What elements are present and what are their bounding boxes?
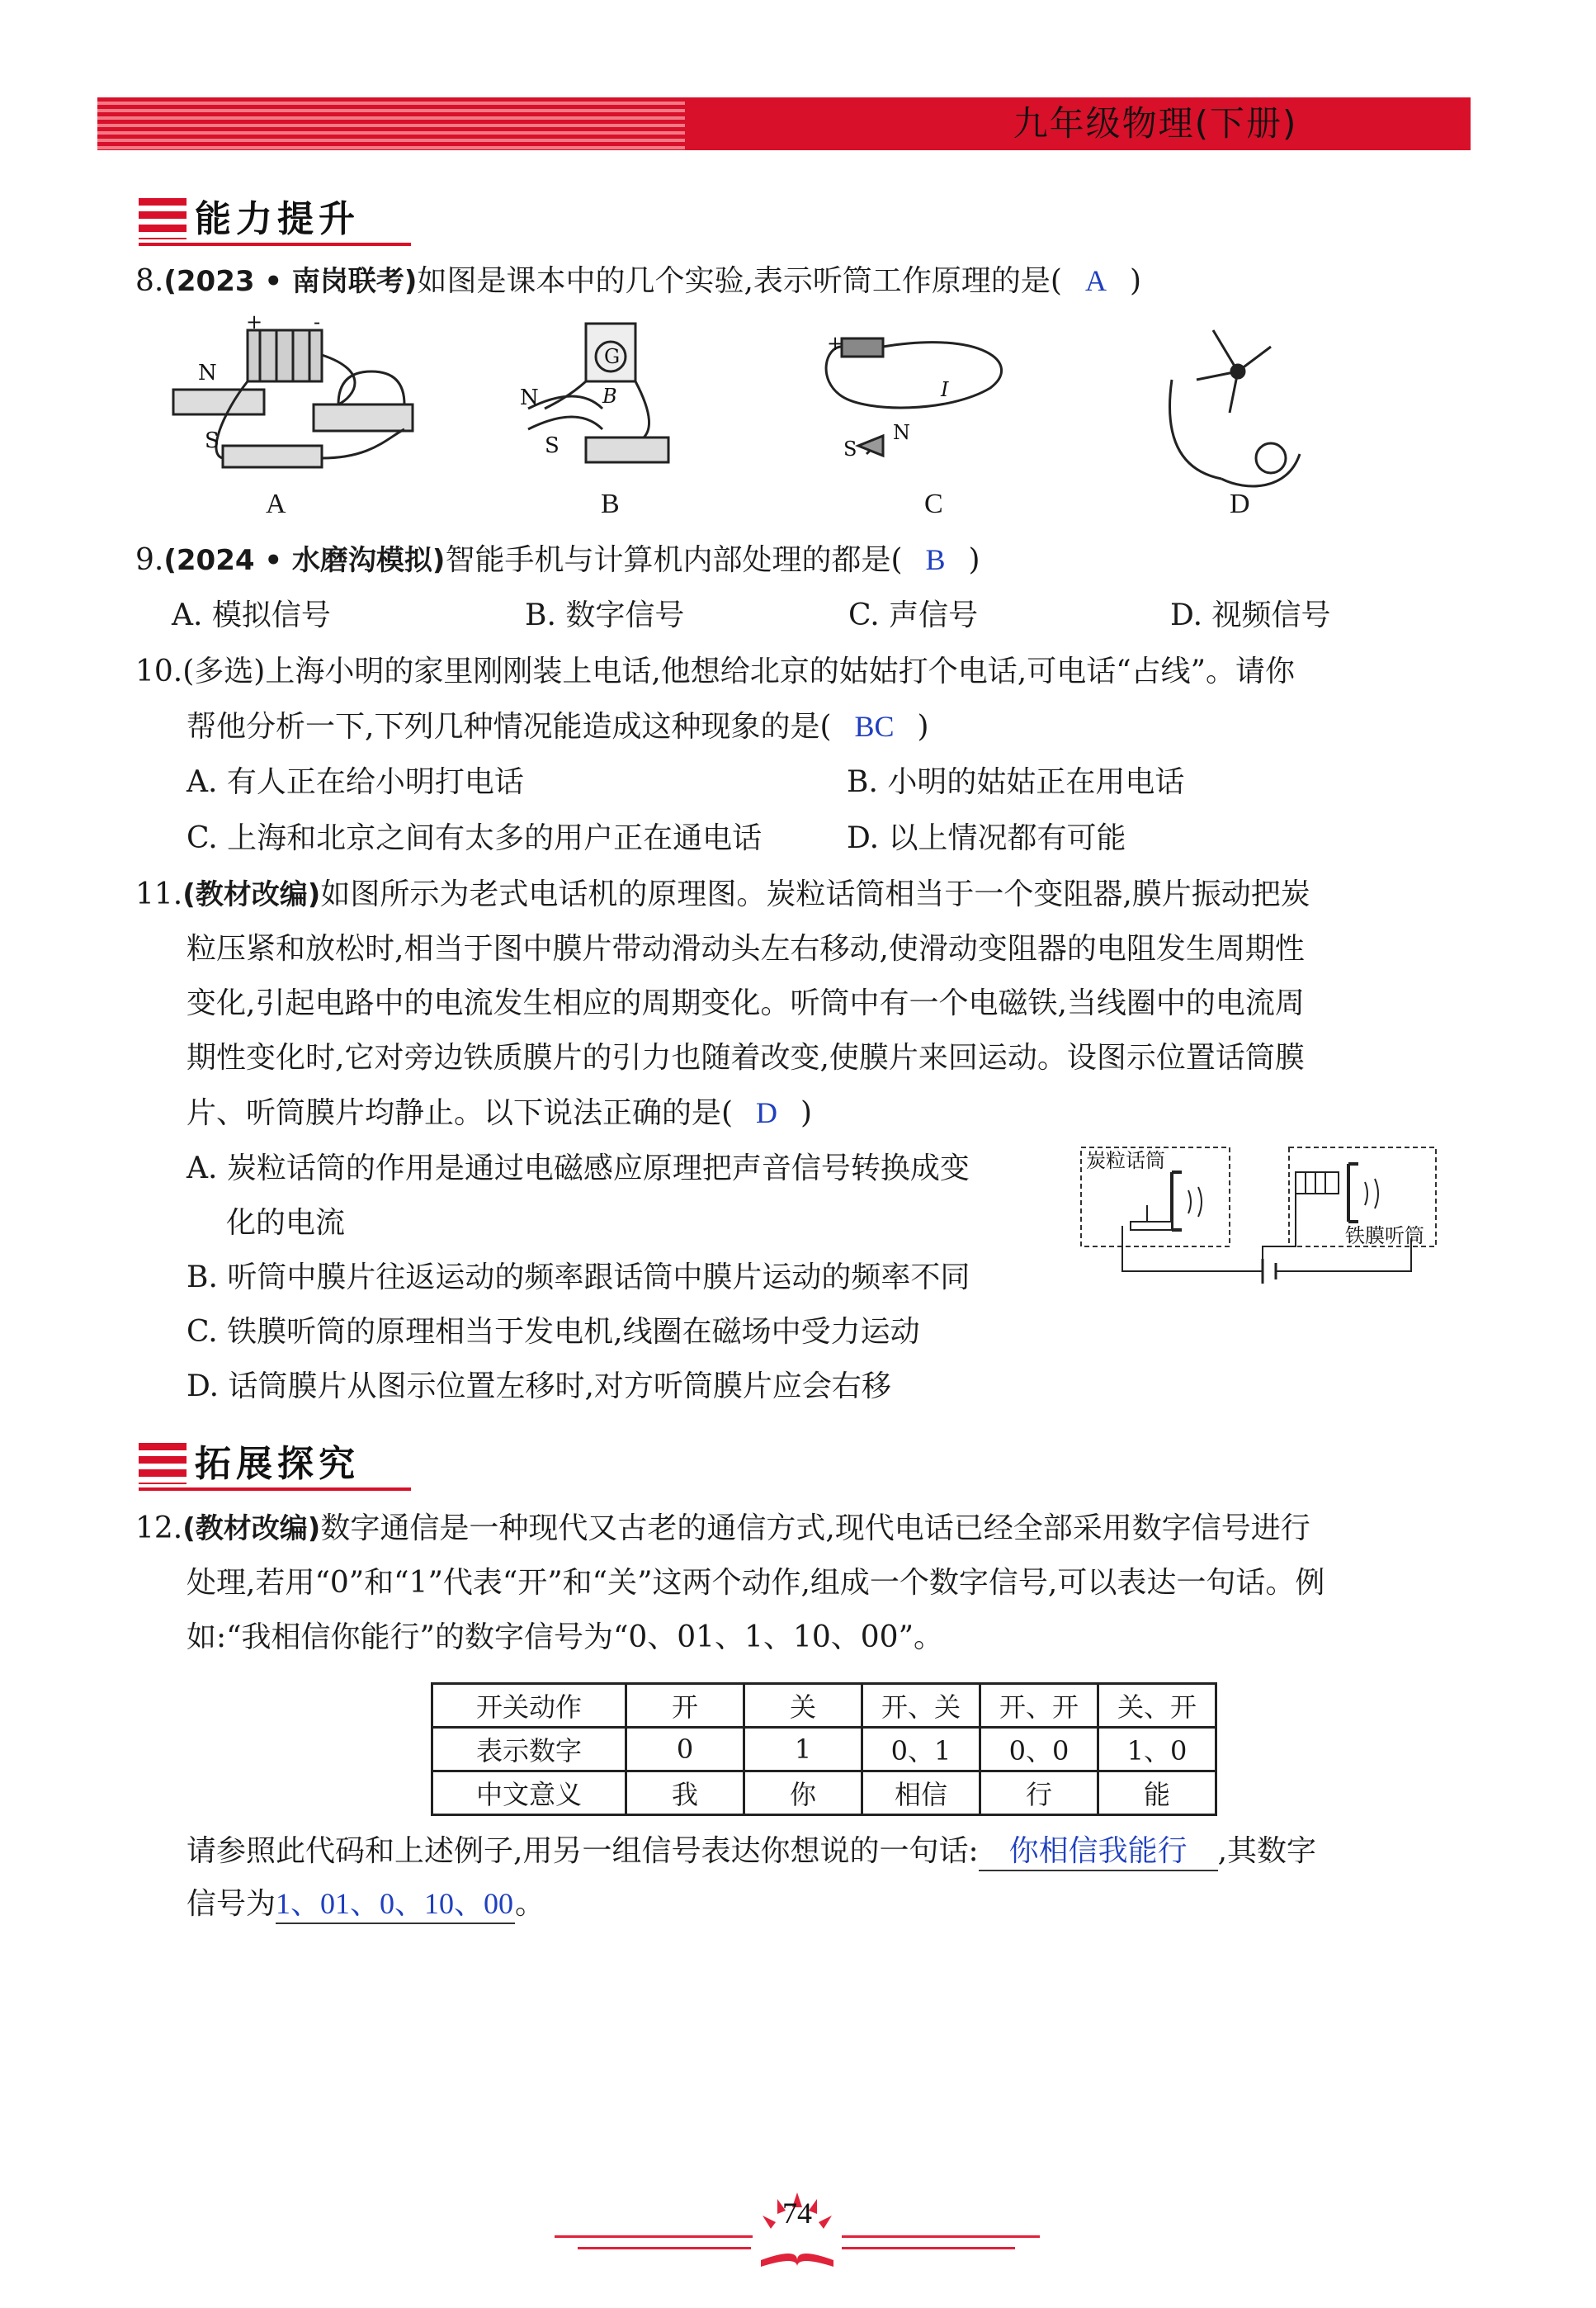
answer: D bbox=[756, 1096, 778, 1129]
table-row bbox=[432, 1728, 1216, 1771]
figure-mark-s3: S bbox=[843, 437, 857, 461]
figure-mark-plus2: + bbox=[827, 332, 844, 355]
question-source: (教材改编) bbox=[182, 878, 321, 911]
answer: BC bbox=[854, 710, 895, 743]
table-cell: 行 bbox=[980, 1771, 1098, 1815]
answer-blank bbox=[276, 1885, 515, 1924]
q11-option-d: D. 话筒膜片从图示位置左移时,对方听筒膜片应会右移 bbox=[187, 1369, 891, 1403]
q10-option-c: C. 上海和北京之间有太多的用户正在通电话 bbox=[187, 821, 763, 855]
question-11-line5 bbox=[187, 1095, 812, 1132]
table-row bbox=[432, 1771, 1216, 1815]
figure-mark-n3: N bbox=[893, 421, 910, 444]
figure-label-d: D bbox=[1230, 489, 1250, 519]
figure-mark-b: B bbox=[602, 385, 617, 408]
figure-mark-n: N bbox=[198, 361, 217, 385]
figure-mark-s2: S bbox=[545, 433, 560, 458]
earpiece-label: 铁膜听筒 bbox=[1345, 1224, 1424, 1247]
question-9 bbox=[135, 542, 980, 579]
question-11-line4: 期性变化时,它对旁边铁质膜片的引力也随着改变,使膜片来回运动。设图示位置话筒膜 bbox=[187, 1041, 1305, 1075]
question-number: 12. bbox=[135, 1511, 183, 1545]
question-11-line2: 粒压紧和放松时,相当于图中膜片带动滑动头左右移动,使滑动变阻器的电阻发生周期性 bbox=[187, 932, 1305, 966]
figure-d-generator bbox=[1170, 330, 1301, 486]
paren: ) bbox=[800, 1096, 813, 1130]
figure-mark-minus: - bbox=[314, 314, 321, 333]
section-stripes bbox=[139, 198, 187, 239]
section-stripes bbox=[139, 1443, 187, 1484]
q10-option-b: B. 小明的姑姑正在用电话 bbox=[847, 765, 1185, 799]
q11-option-a-line2: 化的电流 bbox=[226, 1206, 346, 1240]
q10-option-a: A. 有人正在给小明打电话 bbox=[187, 765, 524, 799]
experiment-figures bbox=[157, 314, 1345, 528]
telephone-circuit-diagram bbox=[1073, 1139, 1444, 1296]
table-cell: 开关动作 bbox=[432, 1684, 626, 1728]
table-row bbox=[432, 1684, 1216, 1728]
page-number: 74 bbox=[782, 2197, 812, 2230]
question-12-line2: 处理,若用“0”和“1”代表“开”和“关”这两个动作,组成一个数字信号,可以表达一句话。例 bbox=[187, 1566, 1325, 1600]
question-source: (2023 • 南岗联考) bbox=[163, 265, 418, 298]
question-text: 信号为 bbox=[187, 1887, 276, 1921]
table-cell: 0 bbox=[626, 1728, 744, 1771]
q9-option-a: A. 模拟信号 bbox=[172, 598, 331, 632]
section-label: 拓展探究 bbox=[195, 1443, 360, 1485]
question-text: 如图是课本中的几个实验,表示听筒工作原理的是( bbox=[417, 264, 1062, 298]
question-10-line2 bbox=[187, 708, 929, 745]
footer-line-right-2 bbox=[842, 2247, 1015, 2249]
q11-option-a-line1: A. 炭粒话筒的作用是通过电磁感应原理把声音信号转换成变 bbox=[187, 1152, 970, 1185]
figure-mark-i: I bbox=[941, 378, 949, 401]
question-11-line1 bbox=[135, 877, 1310, 913]
table-cell: 你 bbox=[744, 1771, 862, 1815]
q11-option-b: B. 听筒中膜片往返运动的频率跟话筒中膜片运动的频率不同 bbox=[187, 1260, 970, 1294]
answer: 1、01、0、10、00 bbox=[276, 1887, 514, 1920]
section-heading-ability bbox=[139, 196, 411, 246]
question-number: 8. bbox=[135, 264, 164, 298]
table-cell: 1 bbox=[744, 1728, 862, 1771]
question-text: 数字通信是一种现代又古老的通信方式,现代电话已经全部采用数字信号进行 bbox=[320, 1511, 1310, 1545]
table-cell: 开、关 bbox=[862, 1684, 980, 1728]
table-cell: 关、开 bbox=[1098, 1684, 1216, 1728]
figure-label-a: A bbox=[266, 489, 286, 519]
question-number: 10. bbox=[135, 655, 183, 688]
q9-option-d: D. 视频信号 bbox=[1170, 598, 1331, 632]
question-text: ,其数字 bbox=[1217, 1834, 1317, 1868]
table-cell: 开 bbox=[626, 1684, 744, 1728]
question-text: 帮他分析一下,下列几种情况能造成这种现象的是( bbox=[187, 710, 832, 744]
question-source: (2024 • 水磨沟模拟) bbox=[163, 544, 446, 577]
mic-label: 炭粒话筒 bbox=[1086, 1149, 1165, 1172]
q9-option-c: C. 声信号 bbox=[848, 598, 979, 632]
paren: ) bbox=[917, 710, 929, 744]
table-cell: 开、开 bbox=[980, 1684, 1098, 1728]
question-12-prompt1 bbox=[187, 1833, 1316, 1871]
question-text: 。 bbox=[515, 1887, 545, 1921]
question-11-line3: 变化,引起电路中的电流发生相应的周期变化。听筒中有一个电磁铁,当线圈中的电流周 bbox=[187, 986, 1305, 1020]
figure-label-c: C bbox=[924, 489, 943, 519]
footer-line-left-2 bbox=[578, 2247, 751, 2249]
signal-code-table bbox=[431, 1682, 1217, 1816]
table-cell: 表示数字 bbox=[432, 1728, 626, 1771]
question-8 bbox=[135, 262, 1141, 300]
question-source: (教材改编) bbox=[182, 1512, 321, 1545]
figure-mark-g: G bbox=[604, 345, 621, 368]
q11-option-c: C. 铁膜听筒的原理相当于发电机,线圈在磁场中受力运动 bbox=[187, 1315, 920, 1349]
section-heading-extension bbox=[139, 1441, 411, 1491]
question-text: 如图所示为老式电话机的原理图。炭粒话筒相当于一个变阻器,膜片振动把炭 bbox=[320, 877, 1310, 911]
figure-label-b: B bbox=[601, 489, 620, 519]
footer-line-right bbox=[842, 2235, 1040, 2238]
table-cell: 中文意义 bbox=[432, 1771, 626, 1815]
table-cell: 我 bbox=[626, 1771, 744, 1815]
table-cell: 关 bbox=[744, 1684, 862, 1728]
figure-mark-plus: + bbox=[246, 314, 263, 333]
question-text: (多选)上海小明的家里刚刚装上电话,他想给北京的姑姑打个电话,可电话“占线”。请你 bbox=[182, 655, 1296, 688]
table-cell: 能 bbox=[1098, 1771, 1216, 1815]
answer: B bbox=[925, 543, 946, 576]
question-text: 请参照此代码和上述例子,用另一组信号表达你想说的一句话: bbox=[187, 1834, 979, 1868]
question-12-line3: 如:“我相信你能行”的数字信号为“0、01、1、10、00”。 bbox=[187, 1620, 943, 1654]
question-text: 片、听筒膜片均静止。以下说法正确的是( bbox=[187, 1096, 734, 1130]
table-cell: 0、0 bbox=[980, 1728, 1098, 1771]
answer: A bbox=[1084, 264, 1107, 297]
paren: ) bbox=[968, 543, 980, 577]
paren: ) bbox=[1129, 264, 1142, 298]
table-cell: 0、1 bbox=[862, 1728, 980, 1771]
question-12-prompt2 bbox=[187, 1885, 545, 1924]
question-text: 智能手机与计算机内部处理的都是( bbox=[445, 543, 903, 577]
answer-blank bbox=[979, 1833, 1218, 1871]
table-cell: 1、0 bbox=[1098, 1728, 1216, 1771]
answer: 你相信我能行 bbox=[1008, 1834, 1188, 1867]
figure-mark-s: S bbox=[205, 428, 220, 453]
footer-line-left bbox=[555, 2235, 753, 2238]
q10-option-d: D. 以上情况都有可能 bbox=[847, 821, 1126, 855]
figure-mark-n2: N bbox=[520, 385, 539, 410]
question-10-line1 bbox=[135, 654, 1295, 690]
section-label: 能力提升 bbox=[195, 198, 360, 240]
question-number: 11. bbox=[135, 877, 183, 911]
q9-option-b: B. 数字信号 bbox=[525, 598, 685, 632]
table-cell: 相信 bbox=[862, 1771, 980, 1815]
question-12-line1 bbox=[135, 1511, 1310, 1547]
page-title: 九年级物理(下册) bbox=[1013, 103, 1298, 144]
question-number: 9. bbox=[135, 543, 164, 577]
